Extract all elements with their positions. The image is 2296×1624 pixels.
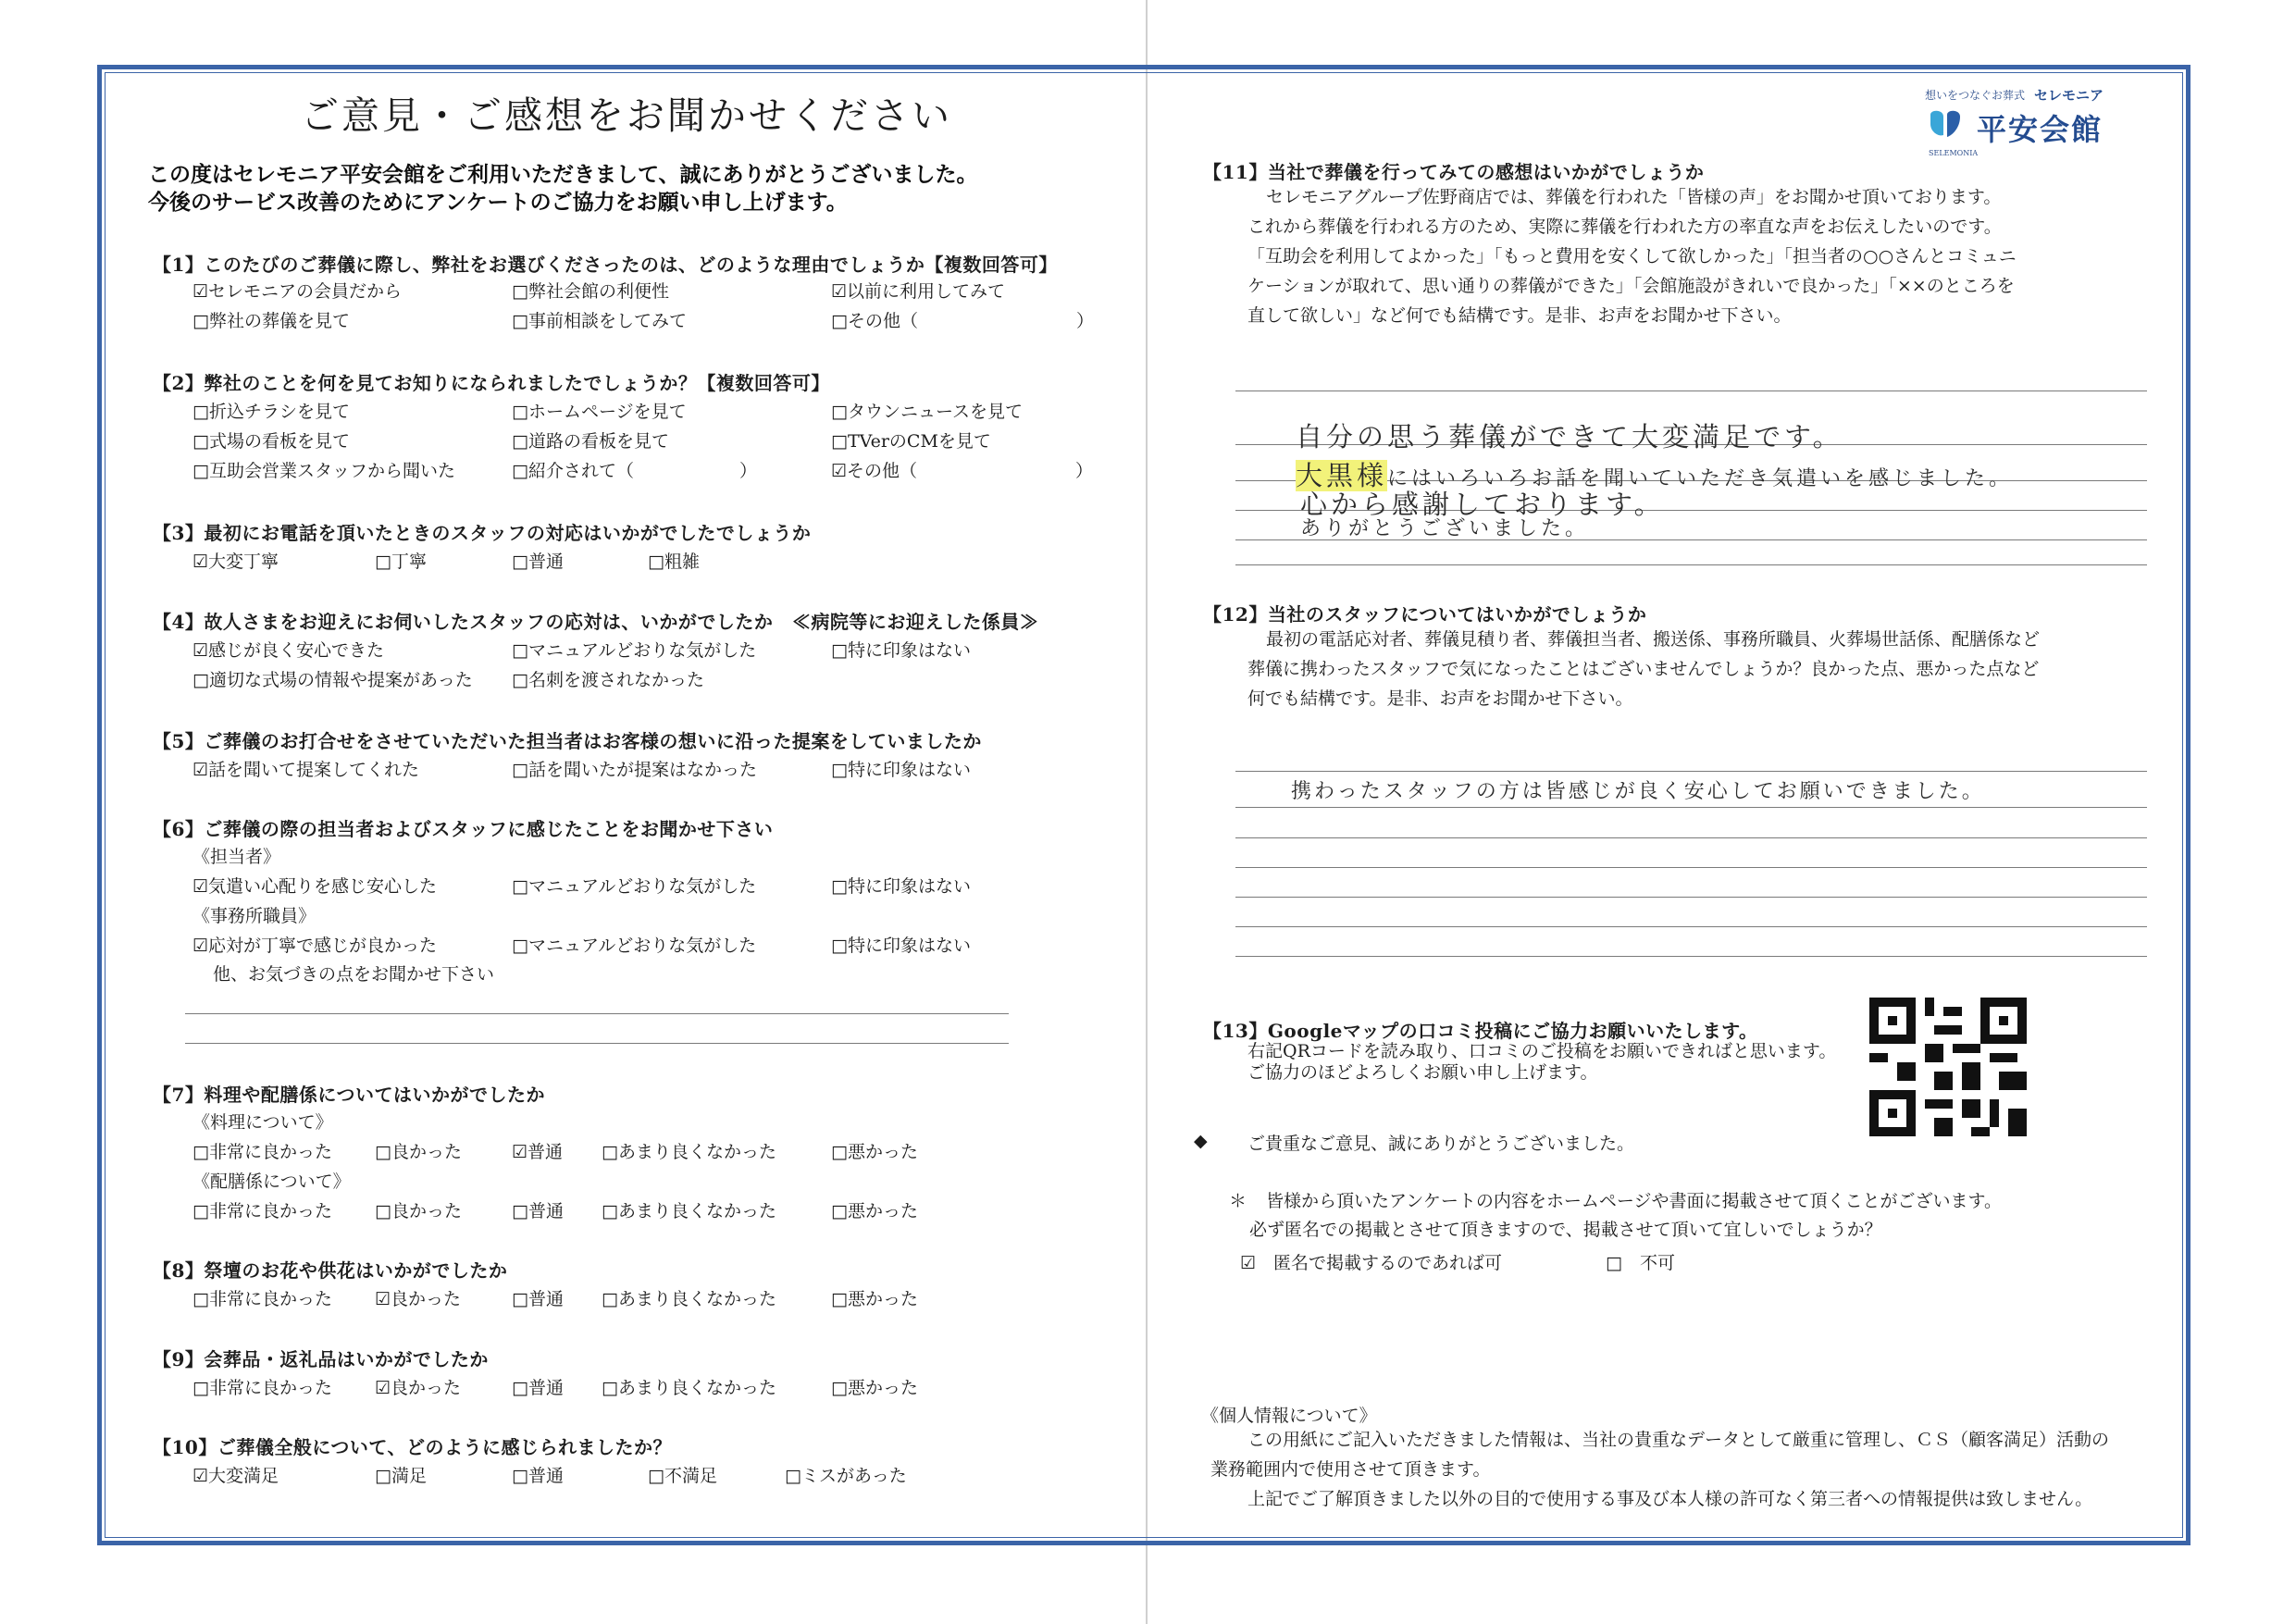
q7-serving-good[interactable]: □良かった (375, 1201, 462, 1221)
q2-option-homepage[interactable]: □ホームページを見て (512, 402, 687, 422)
q3-option-very-polite[interactable]: ☑大変丁寧 (192, 552, 279, 572)
q5-option-proposed[interactable]: ☑話を聞いて提案してくれた (192, 760, 420, 780)
brand-top-name: セレモニア (2034, 87, 2104, 104)
q2-option-tver-cm[interactable]: □TVerのCMを見て (831, 431, 991, 452)
q9-not-good[interactable]: □あまり良くなかった (602, 1378, 776, 1398)
q10-normal[interactable]: □普通 (512, 1466, 564, 1486)
q12-line-2[interactable] (1235, 807, 2147, 808)
q2-option-road-sign[interactable]: □道路の看板を見て (512, 431, 669, 452)
q1-option-member[interactable]: ☑セレモニアの会員だから (192, 281, 403, 302)
privacy-line-1: この用紙にご記入いただきました情報は、当社の貴重なデータとして厳重に管理し、ＣＳ（顧客満足）活動の (1247, 1430, 2110, 1450)
q7-serving-very-good[interactable]: □非常に良かった (192, 1201, 332, 1221)
q11-line-6[interactable] (1235, 564, 2147, 565)
q7-serving-bad[interactable]: □悪かった (831, 1201, 918, 1221)
q10-mistake[interactable]: □ミスがあった (785, 1466, 907, 1486)
intro-line-1: この度はセレモニア平安会館をご利用いただきまして、誠にありがとうございました。 (148, 162, 978, 187)
q11-body-2: これから葬儀を行われる方のため、実際に葬儀を行われた方の率直な声をお伝えしたいのです。 (1247, 217, 2002, 237)
q10-very-satisfied[interactable]: ☑大変満足 (192, 1466, 279, 1486)
q6-other-prompt: 他、お気づきの点をお聞かせ下さい (213, 964, 495, 985)
brand-tagline: 想いをつなぐお葬式 (1925, 89, 2026, 102)
q11-body-3: 「互助会を利用してよかった」「もっと費用を安くして欲しかった」「担当者の○○さんとコミュニ (1247, 246, 2017, 267)
q2-option-sales-staff[interactable]: □互助会営業スタッフから聞いた (192, 461, 455, 481)
q6-answer-line-1[interactable] (185, 1013, 1009, 1014)
q10-unsatisfied[interactable]: □不満足 (648, 1466, 717, 1486)
q6-option-manual[interactable]: □マニュアルどおりな気がした (512, 876, 757, 897)
q8-not-good[interactable]: □あまり良くなかった (602, 1289, 776, 1309)
q13-body-1: 右記QRコードを読み取り、口コミのご投稿をお願いできればと思います。 (1247, 1041, 1837, 1061)
q8-very-good[interactable]: □非常に良かった (192, 1289, 332, 1309)
q5-title: 【5】ご葬儀のお打合せをさせていただいた担当者はお客様の想いに沿った提案をしていましたか (153, 730, 982, 752)
q4-option-hall-info[interactable]: □適切な式場の情報や提案があった (192, 670, 473, 690)
note-asterisk-icon: ＊ (1229, 1191, 1247, 1211)
q3-option-polite[interactable]: □丁寧 (375, 552, 427, 572)
q12-handwritten-1: 携わったスタッフの方は皆感じが良く安心してお願いできました。 (1291, 780, 1985, 803)
q7-food-very-good[interactable]: □非常に良かった (192, 1142, 332, 1162)
note-line-1: 皆様から頂いたアンケートの内容をホームページや書面に掲載させて頂くことがございます。 (1266, 1191, 2002, 1211)
privacy-line-3: 上記でご了解頂きました以外の目的で使用する事及び本人様の許可なく第三者への情報提供は致しません。 (1247, 1489, 2093, 1509)
q7-sub-serving: 《配膳係について》 (192, 1172, 351, 1192)
note-line-2: 必ず匿名での掲載とさせて頂きますので、掲載させて頂いて宜しいでしょうか？ (1249, 1220, 1882, 1240)
q2-option-hall-sign[interactable]: □式場の看板を見て (192, 431, 350, 452)
q12-title: 【12】当社のスタッフについてはいかがでしょうか (1203, 603, 1647, 626)
q7-food-good[interactable]: □良かった (375, 1142, 462, 1162)
brand-mark-icon (1925, 107, 1967, 148)
q11-handwritten-2b: にはいろいろお話を聞いていただき気遣いを感じました。 (1387, 467, 2014, 490)
q7-title: 【7】料理や配膳係についてはいかがでしたか (153, 1084, 546, 1106)
q3-option-normal[interactable]: □普通 (512, 552, 564, 572)
page-title: ご意見・ご感想をお聞かせください (301, 93, 952, 138)
privacy-title: 《個人情報について》 (1201, 1406, 1377, 1426)
privacy-line-2: 業務範囲内で使用させて頂きます。 (1210, 1459, 1491, 1480)
q13-title: 【13】Googleマップの口コミ投稿にご協力お願いいたします。 (1203, 1020, 1758, 1042)
q1-option-other[interactable]: □その他（ ） (831, 311, 1094, 331)
q12-line-7[interactable] (1235, 956, 2147, 957)
q9-good[interactable]: ☑良かった (375, 1378, 462, 1398)
q1-option-convenience[interactable]: □弊社会館の利便性 (512, 281, 669, 302)
q4-option-no-card[interactable]: □名刺を渡されなかった (512, 670, 704, 690)
q2-option-town-news[interactable]: □タウンニュースを見て (831, 402, 1024, 422)
q12-line-5[interactable] (1235, 897, 2147, 898)
q3-title: 【3】最初にお電話を頂いたときのスタッフの対応はいかがでしたでしょうか (153, 522, 812, 544)
q7-food-not-good[interactable]: □あまり良くなかった (602, 1142, 776, 1162)
q12-line-1[interactable] (1235, 771, 2147, 772)
q10-title: 【10】ご葬儀全般について、どのように感じられましたか？ (153, 1436, 673, 1458)
q10-satisfied[interactable]: □満足 (375, 1466, 427, 1486)
q12-line-6[interactable] (1235, 926, 2147, 927)
q6-option-no-impression-2[interactable]: □特に印象はない (831, 936, 971, 956)
q8-bad[interactable]: □悪かった (831, 1289, 918, 1309)
q11-handwritten-3: 心から感謝しております。 (1300, 489, 1665, 520)
q5-option-no-proposal[interactable]: □話を聞いたが提案はなかった (512, 760, 757, 780)
q4-option-manual[interactable]: □マニュアルどおりな気がした (512, 640, 757, 661)
thanks-message: ご貴重なご意見、誠にありがとうございました。 (1247, 1134, 1635, 1154)
consent-anonymous-ok[interactable]: ☑ 匿名で掲載するのであれば可 (1240, 1253, 1503, 1273)
q11-body-1: セレモニアグループ佐野商店では、葬儀を行われた「皆様の声」をお聞かせ頂いております。 (1266, 187, 2002, 207)
q2-title: 【2】弊社のことを何を見てお知りになられましたでしょうか？【複数回答可】 (153, 372, 830, 394)
q4-option-reassured[interactable]: ☑感じが良く安心できた (192, 640, 385, 661)
google-maps-qr-code-icon[interactable] (1869, 998, 2027, 1136)
q4-title: 【4】故人さまをお迎えにお伺いしたスタッフの応対は、いかがでしたか ≪病院等にお迎えした係員≫ (153, 611, 1039, 633)
q5-option-no-impression[interactable]: □特に印象はない (831, 760, 971, 780)
q6-option-no-impression[interactable]: □特に印象はない (831, 876, 971, 897)
q4-option-no-impression[interactable]: □特に印象はない (831, 640, 971, 661)
q2-option-flyer[interactable]: □折込チラシを見て (192, 402, 350, 422)
q9-normal[interactable]: □普通 (512, 1378, 564, 1398)
q7-food-normal[interactable]: ☑普通 (512, 1142, 564, 1162)
q1-option-saw-funeral[interactable]: □弊社の葬儀を見て (192, 311, 350, 331)
q2-option-other[interactable]: ☑その他（ ） (831, 461, 1094, 481)
brand-logo-small: SELEMONIA (1929, 149, 1979, 157)
q11-body-5: 直して欲しい」など何でも結構です。是非、お声をお聞かせ下さい。 (1247, 305, 1792, 326)
q11-handwritten-4: ありがとうございました。 (1300, 517, 1590, 540)
q9-title: 【9】会葬品・返礼品はいかがでしたか (153, 1348, 489, 1370)
q8-title: 【8】祭壇のお花や供花はいかがでしたか (153, 1259, 508, 1282)
q6-sub-staff: 《担当者》 (192, 847, 281, 867)
q3-option-rough[interactable]: □粗雑 (648, 552, 700, 572)
q2-option-referral[interactable]: □紹介されて（ ） (512, 461, 757, 481)
brand-name: 平安会館 (1977, 112, 2104, 147)
q8-good[interactable]: ☑良かった (375, 1289, 462, 1309)
q9-bad[interactable]: □悪かった (831, 1378, 918, 1398)
q11-body-4: ケーションが取れて、思い通りの葬儀ができた」「会館施設がきれいで良かった」「××のところを (1247, 276, 2015, 296)
q11-highlighted-name: 大黒様 (1296, 460, 1388, 491)
q11-handwritten-1: 自分の思う葬儀ができて大変満足です。 (1296, 421, 1843, 452)
q6-answer-line-2[interactable] (185, 1043, 1009, 1044)
q13-body-2: ご協力のほどよろしくお願い申し上げます。 (1247, 1062, 1598, 1083)
q12-body-2: 葬儀に携わったスタッフで気になったことはございませんでしょうか？良かった点、悪かった点など (1247, 659, 2040, 679)
q7-serving-not-good[interactable]: □あまり良くなかった (602, 1201, 776, 1221)
q1-option-consultation[interactable]: □事前相談をしてみて (512, 311, 687, 331)
q8-normal[interactable]: □普通 (512, 1289, 564, 1309)
q6-option-polite[interactable]: ☑応対が丁寧で感じが良かった (192, 936, 438, 956)
q7-serving-normal[interactable]: □普通 (512, 1201, 564, 1221)
q7-food-bad[interactable]: □悪かった (831, 1142, 918, 1162)
q11-title: 【11】当社で葬儀を行ってみての感想はいかがでしょうか (1203, 161, 1705, 183)
q12-line-4[interactable] (1235, 867, 2147, 868)
thanks-bullet-icon: ◆ (1194, 1131, 1208, 1151)
q7-sub-food: 《料理について》 (192, 1112, 333, 1133)
q6-title: 【6】ご葬儀の際の担当者およびスタッフに感じたことをお聞かせ下さい (153, 818, 774, 840)
q1-title: 【1】このたびのご葬儀に際し、弊社をお選びくださったのは、どのような理由でしょうか【複数回答可】 (153, 254, 1058, 276)
consent-not-ok[interactable]: □ 不可 (1606, 1253, 1675, 1273)
q9-very-good[interactable]: □非常に良かった (192, 1378, 332, 1398)
brand-logo (1925, 85, 2104, 157)
intro-line-2: 今後のサービス改善のためにアンケートのご協力をお願い申し上げます。 (148, 190, 848, 215)
q12-body-1: 最初の電話応対者、葬儀見積り者、葬儀担当者、搬送係、事務所職員、火葬場世話係、配膳係など (1266, 629, 2041, 650)
q6-option-manual-2[interactable]: □マニュアルどおりな気がした (512, 936, 757, 956)
q6-option-care[interactable]: ☑気遣い心配りを感じ安心した (192, 876, 438, 897)
q1-option-used-before[interactable]: ☑以前に利用してみて (831, 281, 1006, 302)
q12-line-3[interactable] (1235, 837, 2147, 838)
q6-sub-office: 《事務所職員》 (192, 906, 316, 926)
q12-body-3: 何でも結構です。是非、お声をお聞かせ下さい。 (1247, 688, 1633, 709)
